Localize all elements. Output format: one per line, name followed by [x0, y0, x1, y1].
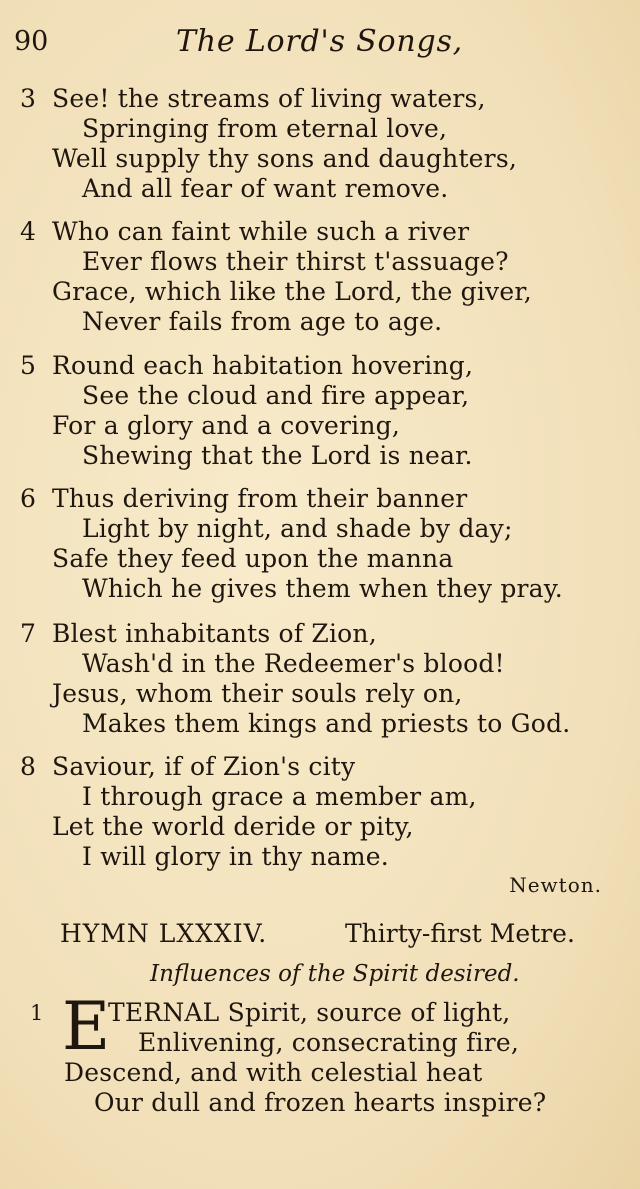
verse-line: Makes them kings and priests to God.	[82, 709, 571, 738]
stanza-number: 3	[20, 84, 36, 113]
verse-line: Round each habitation hovering,	[52, 351, 474, 380]
verse-line: Well supply thy sons and daughters,	[52, 144, 518, 173]
verse-line: Never fails from age to age.	[82, 307, 443, 336]
verse-line: Jesus, whom their souls rely on,	[52, 679, 463, 708]
verse-line: Enlivening, consecrating fire,	[138, 1028, 520, 1057]
hymn-subheading: Influences of the Spirit desired.	[150, 961, 520, 987]
verse-line: And all fear of want remove.	[82, 174, 449, 203]
verse-line: Light by night, and shade by day;	[82, 514, 513, 543]
verse-line: Wash'd in the Redeemer's blood!	[82, 649, 505, 678]
verse-line: Who can faint while such a river	[52, 217, 470, 246]
verse-line: See! the streams of living waters,	[52, 84, 486, 113]
verse-line: Grace, which like the Lord, the giver,	[52, 277, 532, 306]
verse-line: Shewing that the Lord is near.	[82, 441, 473, 470]
stanza-number: 6	[20, 484, 36, 513]
hymn-title: HYMN LXXXIV.	[60, 919, 268, 948]
verse-line: See the cloud and fire appear,	[82, 381, 470, 410]
verse-line: I through grace a member am,	[82, 782, 477, 811]
verse-line: Descend, and with celestial heat	[64, 1058, 483, 1087]
stanza-number: 7	[20, 619, 36, 648]
author-attribution: Newton.	[509, 873, 602, 897]
verse-line: Thus deriving from their banner	[52, 484, 468, 513]
stanza-number: 5	[20, 351, 36, 380]
verse-line: I will glory in thy name.	[82, 842, 389, 871]
running-title: The Lord's Songs,	[176, 24, 463, 59]
verse-line: TERNAL Spirit, source of light,	[108, 998, 511, 1027]
stanza-number: 4	[20, 217, 36, 246]
verse-line: Ever flows their thirst t'assuage?	[82, 247, 509, 276]
stanza-number: 1	[30, 1001, 44, 1025]
verse-line: Our dull and frozen hearts inspire?	[94, 1088, 547, 1117]
verse-line: Which he gives them when they pray.	[82, 574, 563, 603]
stanza-number: 8	[20, 752, 36, 781]
verse-line: Let the world deride or pity,	[52, 812, 414, 841]
page-number: 90	[14, 26, 49, 57]
verse-line: Blest inhabitants of Zion,	[52, 619, 377, 648]
verse-line: Springing from eternal love,	[82, 114, 448, 143]
drop-cap: E	[62, 988, 111, 1065]
verse-line: Saviour, if of Zion's city	[52, 752, 356, 781]
hymn-metre: Thirty-first Metre.	[345, 919, 575, 948]
verse-line: For a glory and a covering,	[52, 411, 401, 440]
verse-line: Safe they feed upon the manna	[52, 544, 454, 573]
